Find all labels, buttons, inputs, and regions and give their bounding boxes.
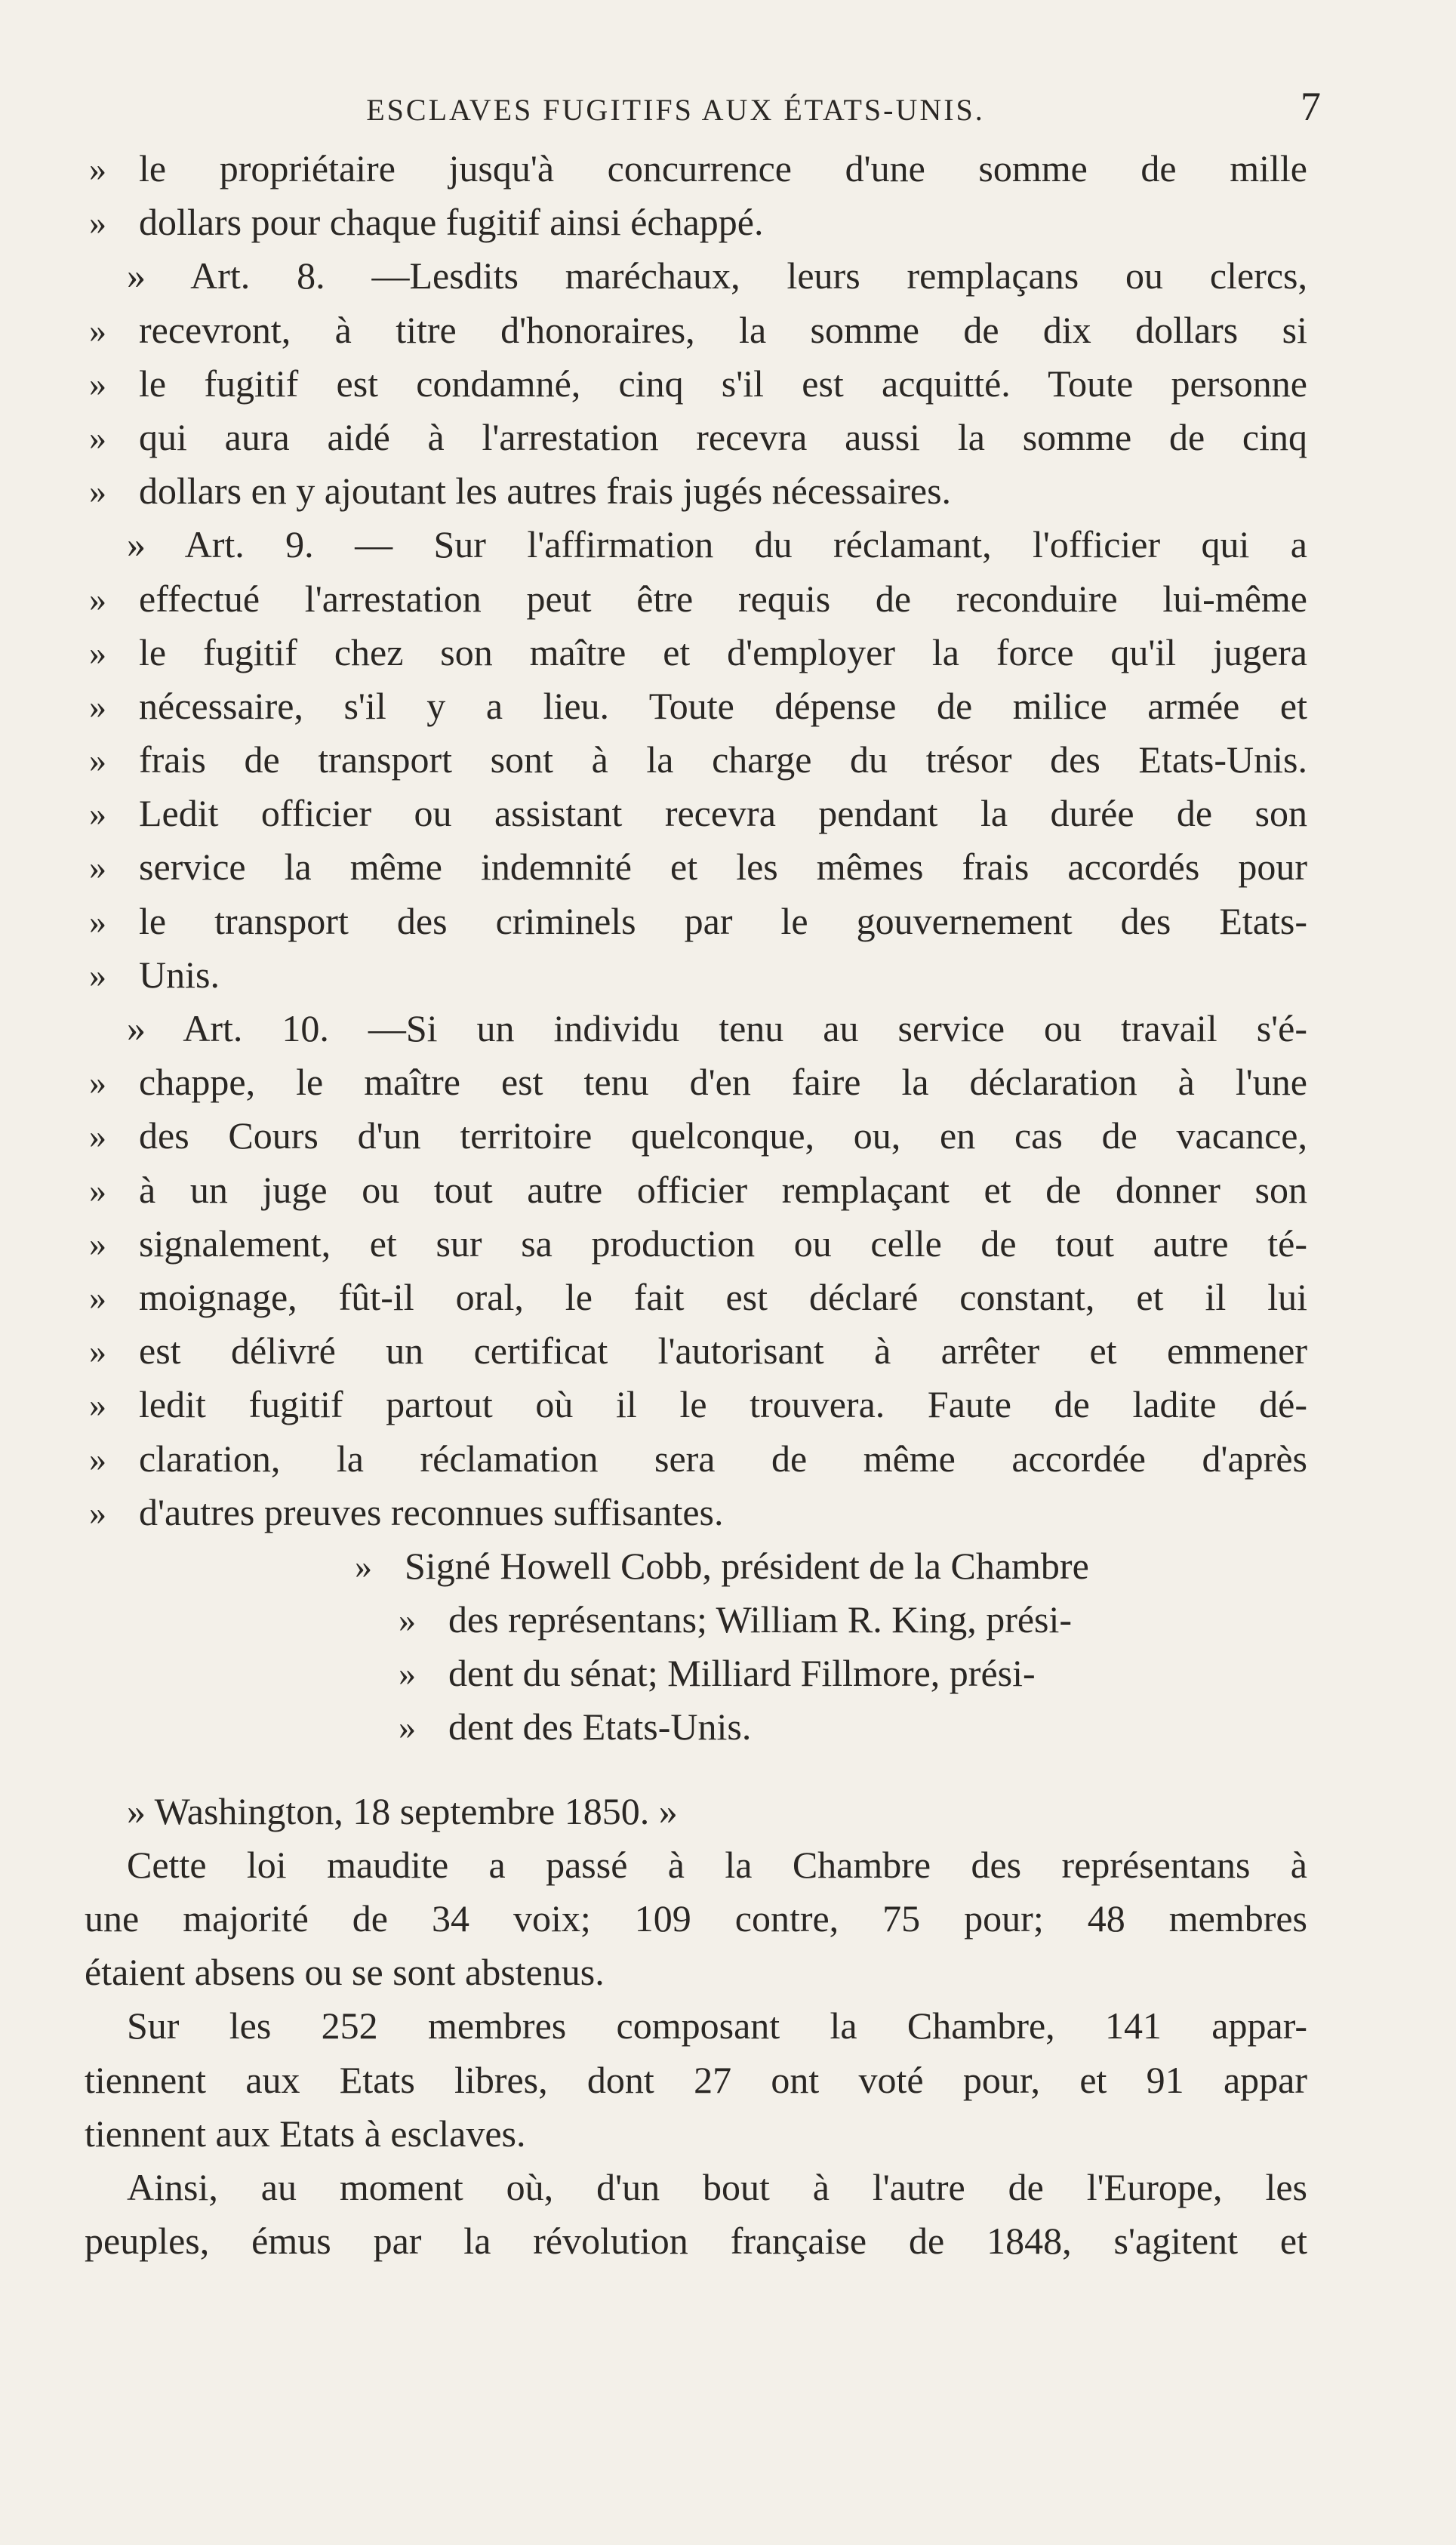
text-line: Ainsi, au moment où, d'un bout à l'autre de l'Europe, les <box>127 2165 1307 2208</box>
text-line: » recevront, à titre d'honoraires, la somme de dix dollars si <box>89 308 1307 351</box>
text-line: » Art. 10. —Si un individu tenu au service ou travail s'é- <box>127 1007 1307 1049</box>
text-line: Sur les 252 membres composant la Chambre, 141 appar- <box>127 2004 1307 2047</box>
text-line: » à un juge ou tout autre officier remplaçant et de donner son <box>89 1168 1307 1211</box>
signature-line: » des représentans; William R. King, prési- <box>399 1598 1073 1641</box>
text-line: » est délivré un certificat l'autorisant à arrêter et emmener <box>89 1330 1307 1373</box>
text-line: » Art. 8. —Lesdits maréchaux, leurs remplaçans ou clercs, <box>127 254 1307 297</box>
text-line: » Art. 9. — Sur l'affirmation du réclamant, l'officier qui a <box>127 523 1307 566</box>
text-line: » moignage, fût-il oral, le fait est déclaré constant, et il lui <box>89 1275 1307 1318</box>
text-line: » d'autres preuves reconnues suffisantes. <box>89 1490 724 1533</box>
text-line: » service la même indemnité et les mêmes frais accordés pour <box>89 846 1307 889</box>
text-line: » dollars en y ajoutant les autres frais jugés nécessaires. <box>89 470 952 513</box>
paragraph-gap <box>85 1755 1307 1785</box>
text-line: » effectué l'arrestation peut être requis de reconduire lui-même <box>89 577 1307 620</box>
text-line: » signalement, et sur sa production ou celle de tout autre té- <box>89 1222 1307 1265</box>
signature-line: » dent des Etats-Unis. <box>399 1705 752 1749</box>
text-line: » qui aura aidé à l'arrestation recevra aussi la somme de cinq <box>89 415 1307 458</box>
text-line: étaient absens ou se sont abstenus. <box>85 1951 605 1994</box>
text-line: » Unis. <box>89 953 220 996</box>
running-header <box>128 82 1321 134</box>
text-line: » nécessaire, s'il y a lieu. Toute dépense de milice armée et <box>89 684 1307 727</box>
text-line: peuples, émus par la révolution française de 1848, s'agitent et <box>85 2220 1307 2263</box>
text-line: » des Cours d'un territoire quelconque, ou, en cas de vacance, <box>89 1114 1307 1157</box>
text-line: » chappe, le maître est tenu d'en faire la déclaration à l'une <box>89 1061 1307 1104</box>
text-line: » le fugitif chez son maître et d'employer la force qu'il jugera <box>89 630 1307 673</box>
text-line: » le propriétaire jusqu'à concurrence d'une somme de mille <box>89 147 1307 189</box>
dateline: » Washington, 18 septembre 1850. » <box>127 1789 678 1832</box>
text-line: » ledit fugitif partout où il le trouvera. Faute de ladite dé- <box>89 1383 1307 1426</box>
text-line: tiennent aux Etats libres, dont 27 ont voté pour, et 91 appar <box>85 2058 1307 2101</box>
text-line: » le transport des criminels par le gouvernement des Etats- <box>89 899 1307 942</box>
signature-line: » dent du sénat; Milliard Fillmore, prési- <box>399 1652 1036 1695</box>
text-line: » Ledit officier ou assistant recevra pendant la durée de son <box>89 792 1307 835</box>
text-line: une majorité de 34 voix; 109 contre, 75 pour; 48 membres <box>85 1897 1307 1940</box>
text-line: » frais de transport sont à la charge du trésor des Etats-Unis. <box>89 738 1307 781</box>
page-body <box>85 142 1307 2268</box>
signature-line: » Signé Howell Cobb, président de la Chambre <box>355 1544 1089 1587</box>
running-title: ESCLAVES FUGITIFS AUX ÉTATS-UNIS. <box>366 93 985 127</box>
text-line: tiennent aux Etats à esclaves. <box>85 2112 526 2155</box>
text-line: Cette loi maudite a passé à la Chambre des représentans à <box>127 1843 1307 1886</box>
page-number: 7 <box>1301 84 1321 129</box>
text-line: » le fugitif est condamné, cinq s'il est acquitté. Toute personne <box>89 362 1307 405</box>
text-line: » dollars pour chaque fugitif ainsi échappé. <box>89 201 764 244</box>
text-line: » claration, la réclamation sera de même accordée d'après <box>89 1437 1307 1480</box>
